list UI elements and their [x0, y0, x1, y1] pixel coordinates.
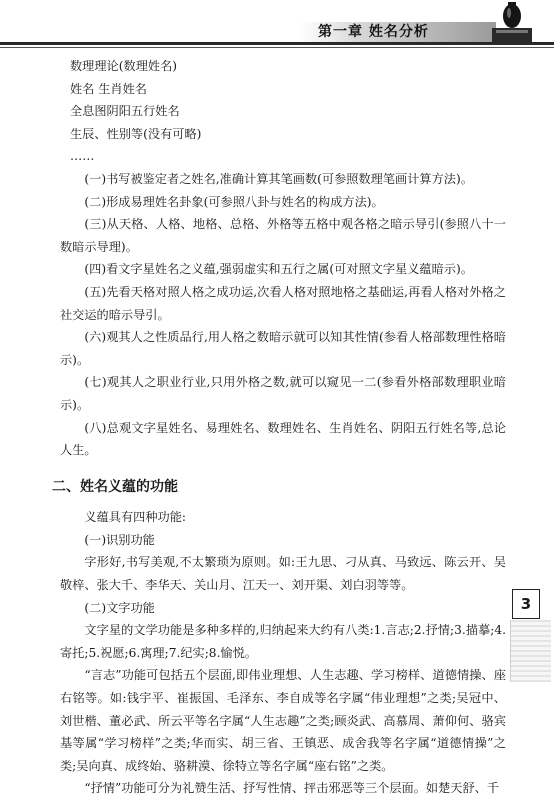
step-paragraph: (三)从天格、人格、地格、总格、外格等五格中观各格之暗示导引(参照八十一数暗示导理)。	[60, 217, 506, 254]
step-paragraph: (四)看文字星姓名之义蕴,强弱虚实和五行之属(可对照文字星义蕴暗示)。	[84, 262, 473, 277]
page-number: 3	[512, 589, 540, 619]
header-rule	[0, 42, 554, 45]
step-paragraph: (五)先看天格对照人格之成功运,次看人格对照地格之基础运,再看人格对外格之社交运的暗示导引。	[60, 284, 506, 322]
method-item: 全息图阴阳五行姓名	[70, 104, 180, 119]
subsection-body: 字形好,书写美观,不太繁琐为原则。如:王九思、刁从真、马致远、陈云开、吴敬梓、张大千、李华天、关山月、江天一、刘开渠、刘白羽等等。	[60, 555, 506, 593]
method-item: 数理理论(数理姓名)	[70, 59, 178, 73]
header-rule-thin	[0, 47, 554, 48]
step-paragraph: (八)总观文字星姓名、易理姓名、数理姓名、生肖姓名、阴阳五行姓名等,总论人生。	[60, 420, 506, 458]
body-paragraph: “抒情”功能可分为礼赞生活、抒写性情、抨击邪恶等三个层面。如楚天舒、千	[84, 781, 500, 796]
step-paragraph: (二)形成易理姓名卦象(可参照八卦与姓名的构成方法)。	[84, 194, 384, 209]
section-heading: 二、姓名义蕴的功能	[52, 478, 178, 495]
method-item: 生辰、性别等(没有可略)	[70, 126, 202, 141]
side-decoration	[510, 620, 551, 682]
subsection-title: (一)识别功能	[84, 532, 155, 547]
subsection-title: (二)文字功能	[84, 600, 155, 615]
subsection-body: 文字星的文学功能是多种多样的,归纳起来大约有八类:1.言志;2.抒情;3.描摹;4.寄托;5.祝愿;6.寓理;7.纪实;8.愉悦。	[60, 623, 506, 660]
chapter-title: 第一章 姓名分析	[318, 24, 429, 40]
method-item: 姓名 生肖姓名	[70, 81, 147, 96]
vase-ornament-icon	[492, 0, 532, 44]
body-paragraph: “言志”功能可包括五个层面,即伟业理想、人生志趣、学习榜样、道德情操、座右铭等。如:钱宇平、崔振国、毛泽东、李自成等名字属“伟业理想”之类;吴冠中、刘世楷、董必武、所云平等名字属“人生志趣”之类;顾炎武、高慕周、萧仰何、骆宾基等属“学习榜样”之类;华而实、胡三省、王镇恶、成舍我等名字属“道德情操”之类;吴向真、成终始、骆耕漠、徐特立等名字属“座右铭”之类。	[60, 668, 506, 773]
step-paragraph: (六)观其人之性质品行,用人格之数暗示就可以知其性情(参看人格部数理性格暗示)。	[60, 330, 506, 367]
method-item: ……	[70, 149, 95, 164]
page-body	[52, 55, 506, 800]
step-paragraph: (七)观其人之职业行业,只用外格之数,就可以窥见一二(参看外格部数理职业暗示)。	[60, 375, 506, 412]
step-paragraph: (一)书写被鉴定者之姓名,准确计算其笔画数(可参照数理笔画计算方法)。	[84, 171, 473, 186]
section-intro: 义蕴具有四种功能:	[84, 510, 186, 525]
